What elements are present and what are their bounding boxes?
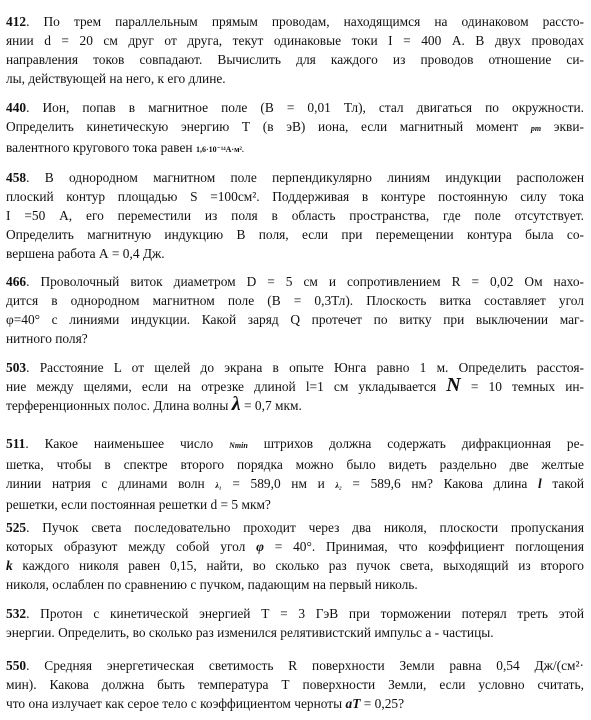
problem-number: 440 [6, 100, 27, 115]
problem-text: валентного кругового тока равен [6, 140, 193, 155]
formula-value: 1,6·10⁻¹⁴А·м². [195, 145, 244, 154]
formula-symbol: λ₂ [335, 481, 342, 490]
problem-text: ние между щелями, если на отрезке длиной l=1 см укладывается [6, 379, 437, 394]
formula-symbol: Nmin [229, 441, 248, 450]
problem-text: вершена работа А = 0,4 Дж. [6, 246, 165, 261]
problem-text: = 10 темных ин- [470, 379, 585, 394]
formula-symbol: φ [256, 539, 264, 554]
problem-text: I =50 А, его переместили из поля в область пространства, где поле отсутствует. [6, 208, 584, 223]
problem-text: Определить магнитную индукцию В поля, если при перемещении контура была со- [6, 227, 584, 242]
formula-symbol: N [446, 374, 461, 396]
problem-number: 550 [6, 658, 27, 673]
problem-503: 503. Расстояние L от щелей до экрана в опыте Юнга равно 1 м. Определить расстоя- ние между щелями, если на отрезке длиной l=1 см укладывается N = 10 темных ин- терференционных полос. Длина волны λ = 0,7 мкм. [6, 360, 585, 415]
problem-text: = 589,6 нм? Какова длина [352, 476, 528, 491]
problem-number: 532 [6, 606, 27, 621]
problem-number: 511 [6, 436, 26, 451]
problem-466: 466. Проволочный виток диаметром D = 5 см и сопротивлением R = 0,02 Ом нахо- дится в однородном магнитном поле (В = 0,3Тл). Плоскость витка составляет угол φ=40° с линиями индукции. Какой заряд Q протечет по витку при выключении маг- нитного поля? [6, 274, 585, 346]
problem-text: энергии. Определить, во сколько раз изменился релятивистский импульс а - частицы. [6, 625, 494, 640]
problem-text: штрихов должна содержать дифракционная ре- [263, 436, 584, 451]
problem-text: янии d = 20 см друг от друга, текут одинаковые токи I = 400 А. В двух проводах [6, 33, 584, 48]
problem-text: = 589,0 нм и [232, 476, 325, 491]
problem-text: мин). Какова должна быть температура Т поверхности Земли, если условно считать, [6, 677, 584, 692]
problem-text: = 40°. Принимая, что коэффициент поглощения [274, 539, 584, 554]
problem-text: лы, действующей на него, к его длине. [6, 71, 226, 86]
problem-text: По трем параллельным прямым проводам, находящимся на одинаковом рассто- [43, 14, 584, 29]
problem-text: линии натрия с длинами волн [6, 476, 205, 491]
problem-412: 412. По трем параллельным прямым проводам, находящимся на одинаковом рассто- янии d = 20 см друг от друга, текут одинаковые токи I = 400 А. В двух проводах направления токов совпадают. Вычислить для каждого из проводов отношение си- лы, действующей на него, к его длине. [6, 14, 584, 86]
problem-text: Протон с кинетической энергией Т = 3 ГэВ при торможении потерял треть этой [40, 606, 584, 621]
problem-text: что она излучает как серое тело с коэффициентом черноты [6, 696, 343, 711]
problem-525: 525. Пучок света последовательно проходит через два николя, плоскости пропускания которых образуют между собой угол φ = 40°. Принимая, что коэффициент поглощения k каждого николя равен 0,15, найти, во сколько раз пучок света, выходящий из второго николя, ослаблен по сравнению с пучком, падающим на первый николь. [6, 520, 584, 592]
problem-550: 550. Средняя энергетическая светимость R поверхности Земли равна 0,54 Дж/(см²· мин). Какова должна быть температура Т поверхности Земли, если условно считать, что она излучает как серое тело с коэффициентом черноты aT = 0,25? [6, 658, 584, 711]
problem-text: В однородном магнитном поле перпендикулярно линиям индукции расположен [44, 170, 584, 185]
problem-text: которых образуют между собой угол [6, 539, 246, 554]
problem-440: 440. Ион, попав в магнитное поле (В = 0,01 Тл), стал двигаться по окружности. Определить кинетическую энергию Т (в эВ) иона, если магнитный момент pm экви- валентного кругового тока равен 1,6·10⁻¹⁴А·м². [6, 100, 584, 155]
problem-text: каждого николя равен 0,15, найти, во сколько раз пучок света, выходящий из второго [22, 558, 584, 573]
problem-number: 466 [6, 274, 27, 289]
problem-text: φ=40° с линиями индукции. Какой заряд Q протечет по витку при выключении маг- [6, 312, 584, 327]
problem-511: 511. Какое наименьшее число Nmin штрихов должна содержать дифракционная ре- шетка, чтобы в спектре второго порядка можно было видеть раздельно две желтые линии натрия с длинами волн λ₁ = 589,0 нм и λ₂ = 589,6 нм? Какова длина l такой решетки, если постоянная решетки d = 5 мкм? [6, 436, 585, 512]
problem-text: шетка, чтобы в спектре второго порядка можно было видеть раздельно две желтые [6, 457, 584, 472]
formula-symbol: λ [231, 393, 241, 415]
problem-text: Средняя энергетическая светимость R поверхности Земли равна 0,54 Дж/(см²· [44, 658, 584, 673]
problem-text: экви- [553, 119, 584, 134]
problem-text: Ион, попав в магнитное поле (В = 0,01 Тл), стал двигаться по окружности. [42, 100, 584, 115]
problem-text: Какое наименьшее число [44, 436, 214, 451]
problem-number: 458 [6, 170, 27, 185]
formula-symbol: pm [530, 124, 542, 133]
formula-symbol: k [6, 558, 13, 573]
problem-number: 412 [6, 14, 27, 29]
problem-text: направления токов совпадают. Вычислить для каждого из проводов отношение си- [6, 52, 584, 67]
formula-symbol: l [537, 476, 542, 491]
problem-532: 532. Протон с кинетической энергией Т = 3 ГэВ при торможении потерял треть этой энергии. Определить, во сколько раз изменился релятивистский импульс а - частицы. [6, 606, 584, 640]
problem-number: 503 [6, 360, 27, 375]
problem-text: дится в однородном магнитном поле (В = 0,3Тл). Плоскость витка составляет угол [6, 293, 584, 308]
problem-text: Определить кинетическую энергию Т (в эВ) иона, если магнитный момент [6, 119, 519, 134]
problem-text: Расстояние L от щелей до экрана в опыте Юнга равно 1 м. Определить расстоя- [39, 360, 584, 375]
problem-text: = 0,25? [363, 696, 405, 711]
problem-text: Проволочный виток диаметром D = 5 см и сопротивлением R = 0,02 Ом нахо- [40, 274, 585, 289]
problem-number: 525 [6, 520, 27, 535]
problem-text: плоский контур площадью S =100см². Поддерживая в контуре постоянную силу тока [6, 189, 584, 204]
problem-text: решетки, если постоянная решетки d = 5 мкм? [6, 497, 271, 512]
problem-text: нитного поля? [6, 331, 88, 346]
problem-text: терференционных полос. Длина волны [6, 398, 229, 413]
formula-symbol: λ₁ [215, 481, 222, 490]
problem-text: Пучок света последовательно проходит через два николя, плоскости пропускания [42, 520, 584, 535]
problem-text: такой [552, 476, 585, 491]
problem-text: николя, ослаблен по сравнению с пучком, падающим на первый николь. [6, 577, 418, 592]
problem-458: 458. В однородном магнитном поле перпендикулярно линиям индукции расположен плоский контур площадью S =100см². Поддерживая в контуре постоянную силу тока I =50 А, его переместили из поля в область пространства, где поле отсутствует. Определить магнитную индукцию В поля, если при перемещении контура была со- вершена работа А = 0,4 Дж. [6, 170, 584, 261]
problem-text: = 0,7 мкм. [244, 398, 302, 413]
formula-symbol: aT [345, 696, 361, 711]
